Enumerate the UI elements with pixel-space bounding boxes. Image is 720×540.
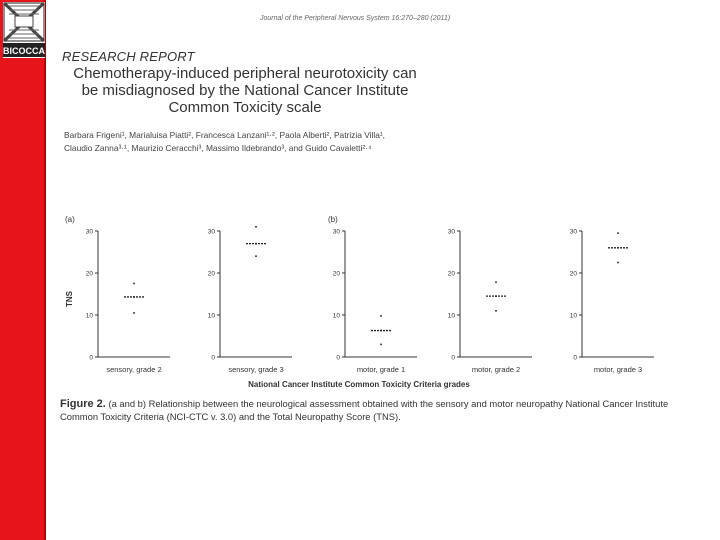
university-logo (3, 2, 45, 58)
caption-text: (a and b) Relationship between the neurological assessment obtained with the sensory and motor neuropathy National Cancer Institute Common Toxicity Criteria (NCI-CTC v. 3.0) and the Total Neuropathy Score (TNS). (60, 398, 669, 422)
y-tick-label: 0 (336, 354, 340, 362)
author-line: Claudio Zanna³·¹, Maurizio Ceracchi³, Massimo Ildebrando³, and Guido Cavaletti²·⁴ (64, 143, 372, 153)
y-axis-label: TNS (65, 291, 74, 307)
y-tick-label: 10 (447, 312, 455, 320)
red-sidebar (0, 0, 46, 540)
data-point (495, 310, 497, 312)
title-line: Common Toxicity scale (168, 99, 322, 116)
category-label: motor, grade 3 (593, 365, 643, 374)
sidebar-edge (44, 0, 46, 540)
section-label: RESEARCH REPORT (62, 49, 195, 64)
data-point (133, 312, 135, 314)
figure-caption (60, 398, 680, 422)
figure-2 (55, 210, 655, 395)
y-tick-label: 20 (85, 270, 93, 278)
title-line: Chemotherapy-induced peripheral neurotoxicity can (73, 65, 417, 82)
data-point (255, 226, 257, 228)
data-point (133, 283, 135, 285)
journal-header: Journal of the Peripheral Nervous System 16:270–280 (2011) (260, 15, 451, 22)
y-tick-label: 20 (569, 270, 577, 278)
y-tick-label: 0 (89, 354, 93, 362)
category-label: motor, grade 2 (471, 365, 521, 374)
data-point (255, 255, 257, 257)
data-point (380, 344, 382, 346)
title-line: be misdiagnosed by the National Cancer Institute (81, 82, 409, 99)
y-tick-label: 10 (85, 312, 93, 320)
y-tick-label: 10 (207, 312, 215, 320)
category-label: motor, grade 1 (356, 365, 406, 374)
y-tick-label: 0 (451, 354, 455, 362)
author-line: Barbara Frigeni¹, Marialuisa Piatti², Francesca Lanzani¹·², Paola Alberti², Patrizia Villa¹, (64, 130, 386, 140)
y-tick-label: 30 (569, 228, 577, 236)
category-label: sensory, grade 2 (106, 365, 162, 374)
paper-title (60, 65, 430, 116)
y-tick-label: 30 (85, 228, 93, 236)
y-tick-label: 30 (447, 228, 455, 236)
y-tick-label: 20 (332, 270, 340, 278)
data-point (495, 281, 497, 283)
caption-label: Figure 2. (60, 398, 106, 410)
y-tick-label: 10 (332, 312, 340, 320)
data-point (380, 315, 382, 317)
y-tick-label: 0 (573, 354, 577, 362)
scatter-figure (55, 210, 655, 395)
y-tick-label: 10 (569, 312, 577, 320)
data-point (617, 232, 619, 234)
logo-text: BICOCCA (3, 46, 45, 56)
y-tick-label: 20 (207, 270, 215, 278)
author-list (64, 129, 434, 155)
data-point (617, 262, 619, 264)
y-tick-label: 30 (207, 228, 215, 236)
category-label: sensory, grade 3 (228, 365, 284, 374)
y-tick-label: 30 (332, 228, 340, 236)
panel-b-label: (b) (328, 215, 338, 224)
y-tick-label: 20 (447, 270, 455, 278)
panel-a-label: (a) (65, 215, 75, 224)
y-tick-label: 0 (211, 354, 215, 362)
x-axis-title: National Cancer Institute Common Toxicity Criteria grades (248, 380, 470, 389)
